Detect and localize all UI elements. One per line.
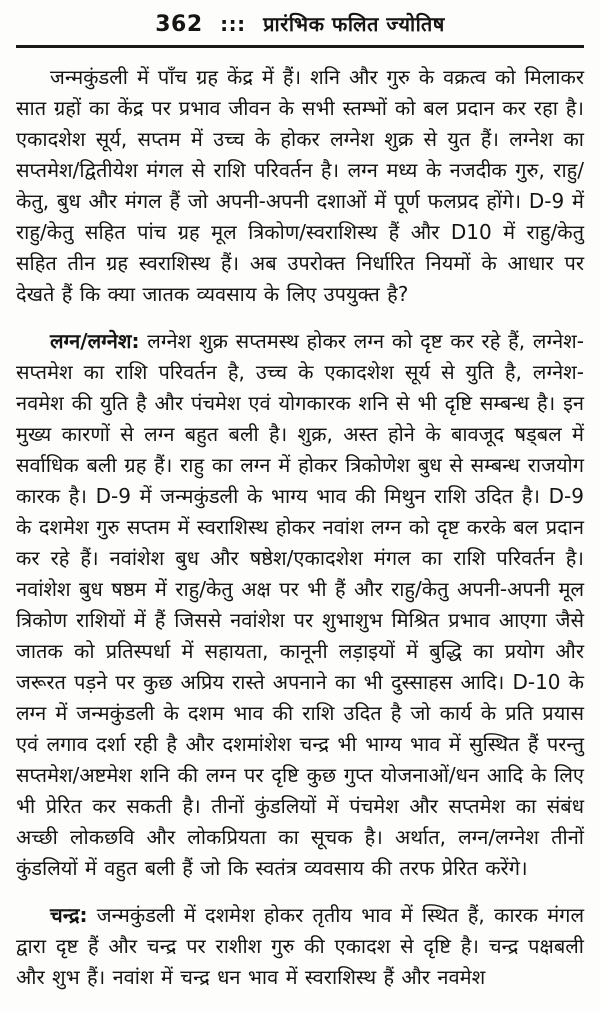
page-number: 362: [155, 12, 203, 37]
section-label-lagna: लग्न/लग्नेश:: [50, 329, 140, 353]
paragraph-chandra: [16, 900, 584, 993]
section-label-chandra: चन्द्र:: [50, 903, 88, 927]
header-rule: [16, 45, 584, 48]
paragraph-chandra-text: जन्मकुंडली में दशमेश होकर तृतीय भाव में स्थित हैं, कारक मंगल द्वारा दृष्ट हैं और चन्द्र पर राशीश गुरु की एकादश से दृष्टि है। चन्द्र पक्षबली और शुभ हैं। नवांश में चन्द्र धन भाव में स्वराशिस्थ हैं और नवमेश: [16, 903, 585, 989]
page-header: [16, 6, 584, 43]
book-title: प्रारंभिक फलित ज्योतिष: [263, 12, 445, 36]
page-body: [16, 62, 584, 993]
paragraph-lagna-lagnesh: [16, 326, 584, 884]
paragraph-lagna-text: लग्नेश शुक्र सप्तमस्थ होकर लग्न को दृष्ट कर रहे हैं, लग्नेश-सप्तमेश का राशि परिवर्तन है, उच्च के एकादशेश सूर्य से युति है, लग्नेश-नवमेश की युति है और पंचमेश एवं योगकारक शनि से भी दृष्टि सम्बन्ध है। इन मुख्य कारणों से लग्न बहुत बली है। शुक्र, अस्त होने के बावजूद षड्बल में सर्वाधिक बली ग्रह हैं। राहु का लग्न में होकर त्रिकोणेश बुध से सम्बन्ध राजयोग कारक है। D-9 में जन्मकुंडली के भाग्य भाव की मिथुन राशि उदित है। D-9 के दशमेश गुरु सप्तम में स्वराशिस्थ होकर नवांश लग्न को दृष्ट करके बल प्रदान कर रहे हैं। नवांशेश बुध और षष्ठेश/एकादशेश मंगल का राशि परिवर्तन है। नवांशेश बुध षष्ठम में राहु/केतु अक्ष पर भी हैं और राहु/केतु अपनी-अपनी मूल त्रिकोण राशियों में हैं जिससे नवांशेश पर शुभाशुभ मिश्रित प्रभाव आएगा जैसे जातक को प्रतिस्पर्धा में सहायता, कानूनी लड़ाइयों में बुद्धि का प्रयोग और जरूरत पड़ने पर कुछ अप्रिय रास्ते अपनाने का भी दुस्साहस आदि। D-10 के लग्न में जन्मकुंडली के दशम भाव की राशि उदित है जो कार्य के प्रति प्रयास एवं लगाव दर्शा रही है और दशमांशेश चन्द्र भी भाग्य भाव में सुस्थित हैं परन्तु सप्तमेश/अष्टमेश शनि की लग्न पर दृष्टि कुछ गुप्त योजनाओं/धन आदि के लिए भी प्रेरित कर सकती है। तीनों कुंडलियों में पंचमेश और सप्तमेश का संबंध अच्छी लोकछवि और लोकप्रियता का सूचक है। अर्थात, लग्न/लग्नेश तीनों कुंडलियों में वहुत बली हैं जो कि स्वतंत्र व्यवसाय की तरफ प्रेरित करेंगे।: [16, 329, 585, 880]
header-separator: :::: [220, 12, 246, 36]
paragraph-intro: [16, 62, 584, 310]
paragraph-intro-text: जन्मकुंडली में पाँच ग्रह केंद्र में हैं। शनि और गुरु के वक्रत्व को मिलाकर सात ग्रहों का केंद्र पर प्रभाव जीवन के सभी स्तम्भों को बल प्रदान कर रहा है। एकादशेश सूर्य, सप्तम में उच्च के होकर लग्नेश शुक्र से युत हैं। लग्नेश का सप्तमेश/द्वितीयेश मंगल से राशि परिवर्तन है। लग्न मध्य के नजदीक गुरु, राहु/केतु, बुध और मंगल हैं जो अपनी-अपनी दशाओं में पूर्ण फलप्रद होंगे। D-9 में राहु/केतु सहित पांच ग्रह मूल त्रिकोण/स्वराशिस्थ हैं और D10 में राहु/केतु सहित तीन ग्रह स्वराशिस्थ हैं। अब उपरोक्त निर्धारित नियमों के आधार पर देखते हैं कि क्या जातक व्यवसाय के लिए उपयुक्त है?: [16, 65, 584, 306]
